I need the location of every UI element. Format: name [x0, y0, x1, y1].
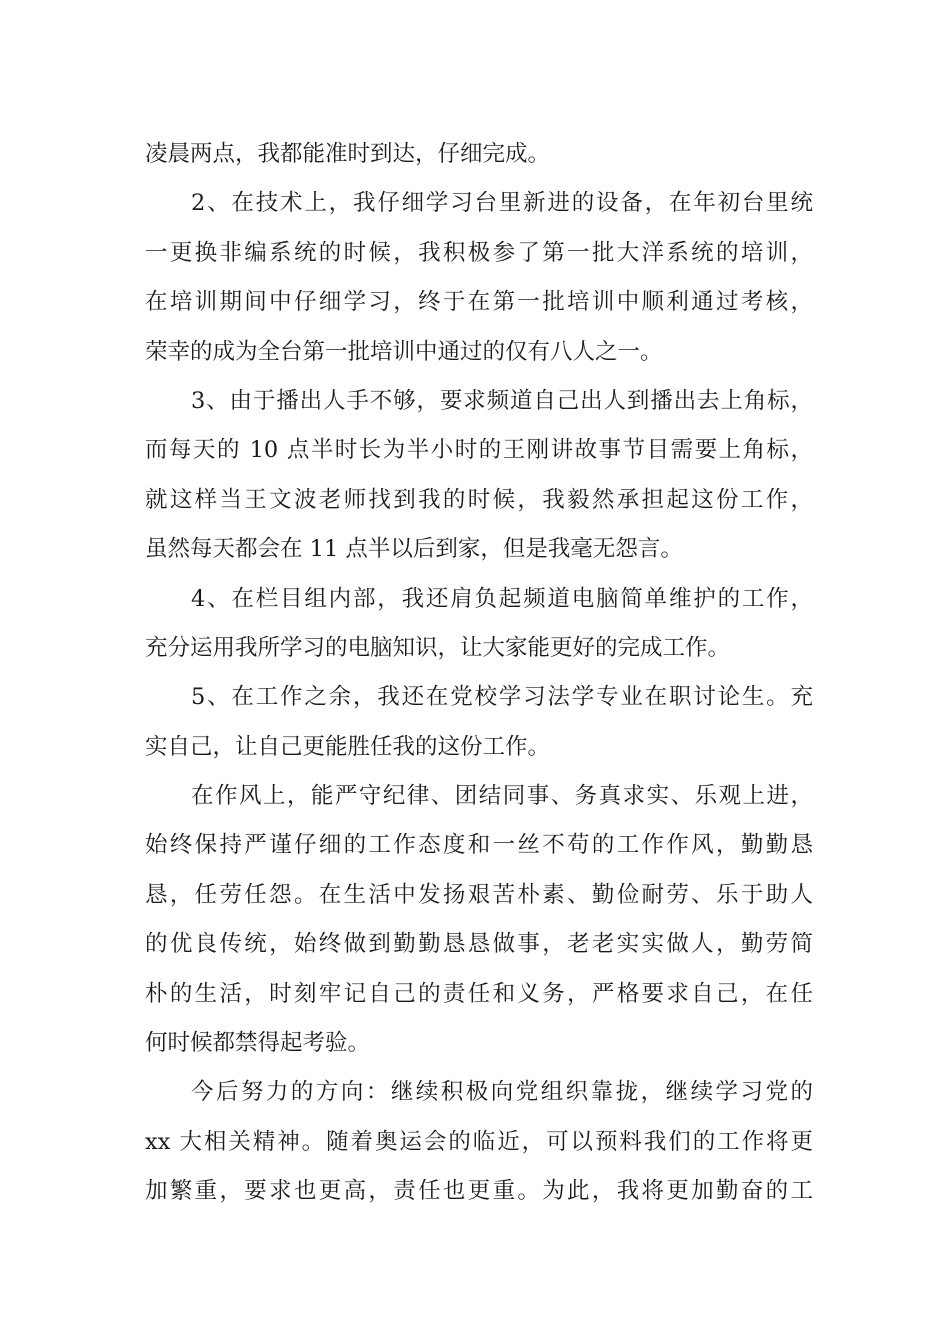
text-line: 在作风上，能严守纪律、团结同事、务真求实、乐观上进， [191, 783, 813, 810]
paragraph [145, 377, 813, 575]
text-line: 2、在技术上，我仔细学习台里新进的设备，在年初台里统 [191, 190, 813, 217]
paragraph [145, 130, 813, 179]
text-line: 何时候都禁得起考验。 [145, 1030, 371, 1057]
paragraph [145, 772, 813, 1068]
text-line: 实自己，让自己更能胜任我的这份工作。 [145, 733, 551, 760]
document-body [145, 130, 813, 1217]
paragraph [145, 179, 813, 377]
text-line: 始终保持严谨仔细的工作态度和一丝不苟的工作作风，勤勤恳 [145, 832, 813, 859]
text-line: 充分运用我所学习的电脑知识，让大家能更好的完成工作。 [145, 634, 731, 661]
text-line: 在培训期间中仔细学习，终于在第一批培训中顺利通过考核， [145, 289, 813, 316]
paragraph [145, 673, 813, 772]
text-line: 今后努力的方向：继续积极向党组织靠拢，继续学习党的 [191, 1079, 813, 1106]
text-line: 而每天的 10 点半时长为半小时的王刚讲故事节目需要上角标， [145, 437, 813, 464]
text-line: 3、由于播出人手不够，要求频道自己出人到播出去上角标， [191, 387, 813, 414]
text-line: 恳，任劳任怨。在生活中发扬艰苦朴素、勤俭耐劳、乐于助人 [145, 881, 813, 908]
text-line: 就这样当王文波老师找到我的时候，我毅然承担起这份工作， [145, 486, 813, 513]
text-line: 4、在栏目组内部，我还肩负起频道电脑简单维护的工作， [191, 585, 813, 612]
text-line: 的优良传统，始终做到勤勤恳恳做事，老老实实做人，勤劳简 [145, 931, 813, 958]
text-line: 虽然每天都会在 11 点半以后到家，但是我毫无怨言。 [145, 536, 683, 563]
text-line: xx 大相关精神。随着奥运会的临近，可以预料我们的工作将更 [145, 1128, 813, 1155]
text-line: 一更换非编系统的时候，我积极参了第一批大洋系统的培训， [145, 239, 813, 266]
text-line: 朴的生活，时刻牢记自己的责任和义务，严格要求自己，在任 [145, 980, 813, 1007]
text-line: 5、在工作之余，我还在党校学习法学专业在职讨论生。充 [191, 684, 813, 711]
text-line: 加繁重，要求也更高，责任也更重。为此，我将更加勤奋的工 [145, 1178, 813, 1205]
paragraph [145, 575, 813, 674]
text-line: 凌晨两点，我都能准时到达，仔细完成。 [145, 141, 551, 167]
paragraph [145, 1068, 813, 1216]
text-line: 荣幸的成为全台第一批培训中通过的仅有八人之一。 [145, 338, 663, 365]
